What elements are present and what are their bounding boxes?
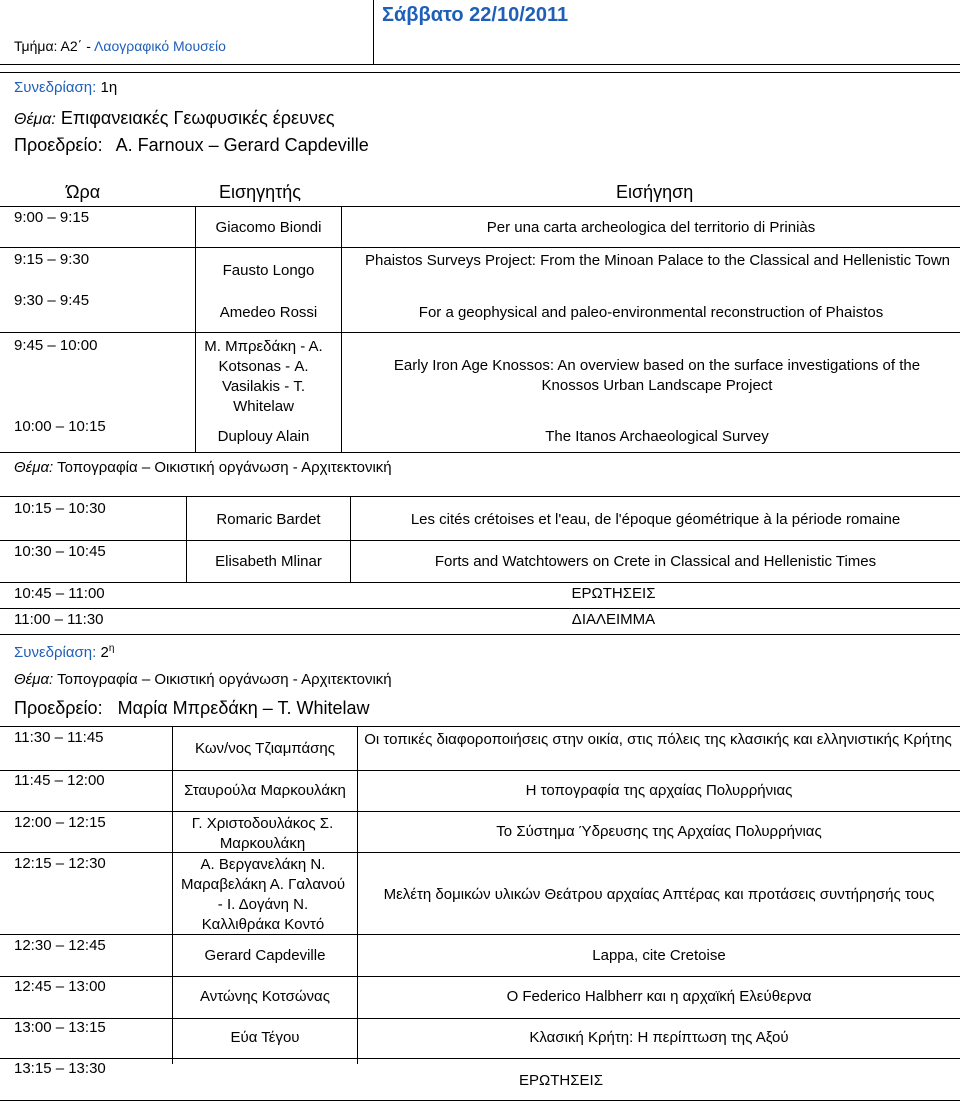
block3-row-line-3 [0,852,960,853]
session1-chair [14,135,369,156]
talk-title: ΕΡΩΤΗΣΕΙΣ [571,585,656,602]
block1-row-line-2 [0,332,960,333]
time-slot: 10:30 – 10:45 [14,543,106,560]
header-divider-left [0,64,960,65]
speaker-name: Γ. Χριστοδουλάκος Σ. Μαρκουλάκη [191,815,334,852]
column-header-time: Ώρα [66,182,101,202]
section-line [14,38,226,54]
talk-title: Το Σύστημα Ύδρευσης της Αρχαίας Πολυρρήνιας [496,823,822,840]
speaker-name: Κων/νος Τζιαμπάσης [195,740,335,757]
session1-theme-value: Επιφανειακές Γεωφυσικές έρευνες [60,108,335,128]
time-slot: 9:45 – 10:00 [14,337,98,354]
time-slot: 10:15 – 10:30 [14,500,106,517]
block2-top-line [0,496,960,497]
session1-theme-label: Θέμα: [14,111,56,128]
talk-title: ΕΡΩΤΗΣΕΙΣ [519,1072,603,1089]
talk-title: Phaistos Surveys Project: From the Minoan Palace to the Classical and Hellenistic Town [365,252,950,269]
talk-title: Κλασική Κρήτη: Η περίπτωση της Αξού [529,1029,789,1046]
time-slot: 11:45 – 12:00 [14,772,105,789]
block3-top-line [0,726,960,727]
block3-row-line-6 [0,1018,960,1019]
session2-theme-value: Τοπογραφία – Οικιστική οργάνωση - Αρχιτεκτονική [57,671,392,688]
block1-top-line [0,206,960,207]
talk-title: Per una carta archeologica del territorio di Priniàs [486,219,816,236]
time-slot: 13:15 – 13:30 [14,1060,106,1077]
block3-col-divider-1 [172,726,173,1064]
speaker-name: Α. Βεργανελάκη Ν. Μαραβελάκη Α. Γαλανού - Ι. Δογάνη Ν. Καλλιθράκα Κοντό [180,856,346,933]
session1-chair-value: Α. Farnoux – Gerard Capdeville [115,135,369,155]
talk-title: ΔΙΑΛΕΙΜΜΑ [571,611,656,628]
block1-col-divider-2 [341,206,342,452]
speaker-name: Duplouy Alain [217,428,310,445]
block3-row-line-4 [0,934,960,935]
time-slot: 13:00 – 13:15 [14,1019,106,1036]
session1-chair-label: Προεδρείο: [14,135,103,155]
speaker-name: Εύα Τέγου [230,1029,300,1046]
talk-title: Early Iron Age Knossos: An overview based on the surface investigations of the Knossos Urban Landscape Project [393,357,921,394]
session2-theme [14,671,392,688]
speaker-name: Αντώνης Κοτσώνας [200,988,330,1005]
time-slot: 9:00 – 9:15 [14,209,90,226]
block3-row-line-2 [0,811,960,812]
time-slot: 12:30 – 12:45 [14,937,106,954]
block1-row-line-1 [0,247,960,248]
talk-title: Forts and Watchtowers on Crete in Classical and Hellenistic Times [434,553,877,570]
block2-row-line-1 [0,540,960,541]
talk-title: For a geophysical and paleo-environmental reconstruction of Phaistos [418,304,884,321]
header-bottom-divider [0,72,960,73]
theme2-line [14,459,392,476]
block3-bottom-line [0,1100,960,1101]
session2-chair-value: Μαρία Μπρεδάκη – Τ. Whitelaw [117,698,370,718]
column-header-speaker: Εισηγητής [219,182,301,202]
session1-value: 1η [100,79,118,96]
block2-bottom-line [0,634,960,635]
time-slot: 10:45 – 11:00 [14,585,105,602]
time-slot: 11:30 – 11:45 [14,729,104,746]
speaker-name: Romaric Bardet [216,511,321,528]
speaker-name: Gerard Capdeville [204,947,326,964]
talk-title: Les cités crétoises et l'eau, de l'époque géométrique à la période romaine [410,511,901,528]
schedule-date: Σάββατο 22/10/2011 [382,4,569,26]
block3-row-line-1 [0,770,960,771]
theme2-value: Τοπογραφία – Οικιστική οργάνωση - Αρχιτεκτονική [57,459,392,476]
speaker-name: Σταυρούλα Μαρκουλάκη [184,782,346,799]
session2-line [14,643,114,661]
block2-row-line-3 [0,608,960,609]
speaker-name: Giacomo Biondi [215,219,322,236]
session1-label: Συνεδρίαση: [14,79,97,96]
time-slot: 12:00 – 12:15 [14,814,106,831]
session1-line [14,79,117,96]
speaker-name: Fausto Longo [222,262,315,279]
block1-bottom-line [0,452,960,453]
session2-theme-label: Θέμα: [14,671,54,688]
time-slot: 12:15 – 12:30 [14,855,106,872]
time-slot: 10:00 – 10:15 [14,418,106,435]
talk-title: Η τοπογραφία της αρχαίας Πολυρρήνιας [525,782,793,799]
speaker-name: Elisabeth Mlinar [215,553,322,570]
session2-chair [14,698,369,719]
session2-chair-label: Προεδρείο: [14,698,103,718]
talk-title: The Itanos Archaeological Survey [545,428,769,445]
session2-label: Συνεδρίαση: [14,644,97,661]
theme2-label: Θέμα: [14,459,54,476]
session2-sup: η [108,643,115,654]
block3-row-line-5 [0,976,960,977]
column-header-talk: Εισήγηση [616,182,694,202]
header-column-divider [373,0,374,64]
block2-row-line-2 [0,582,960,583]
section-label: Τμήμα: Α2΄ - [14,38,95,54]
session1-theme [14,108,335,129]
speaker-name: Μ. Μπρεδάκη - Α. Kotsonas - Α. Vasilakis - Τ. Whitelaw [204,338,323,415]
talk-title: Οι τοπικές διαφοροποιήσεις στην οικία, στις πόλεις της κλασικής και ελληνιστικής Κρήτης [364,731,952,748]
section-place: Λαογραφικό Μουσείο [94,38,226,54]
block3-row-line-7 [0,1058,960,1059]
time-slot: 9:15 – 9:30 [14,251,90,268]
talk-title: Μελέτη δομικών υλικών Θεάτρου αρχαίας Απτέρας και προτάσεις συντήρησής τους [383,886,935,903]
session2-value: 2 [100,644,109,661]
talk-title: Ο Federico Halbherr και η αρχαϊκή Ελεύθερνα [506,988,812,1005]
time-slot: 12:45 – 13:00 [14,978,106,995]
talk-title: Lappa, cite Cretoise [592,947,726,964]
speaker-name: Amedeo Rossi [219,304,318,321]
time-slot: 11:00 – 11:30 [14,611,104,628]
time-slot: 9:30 – 9:45 [14,292,90,309]
